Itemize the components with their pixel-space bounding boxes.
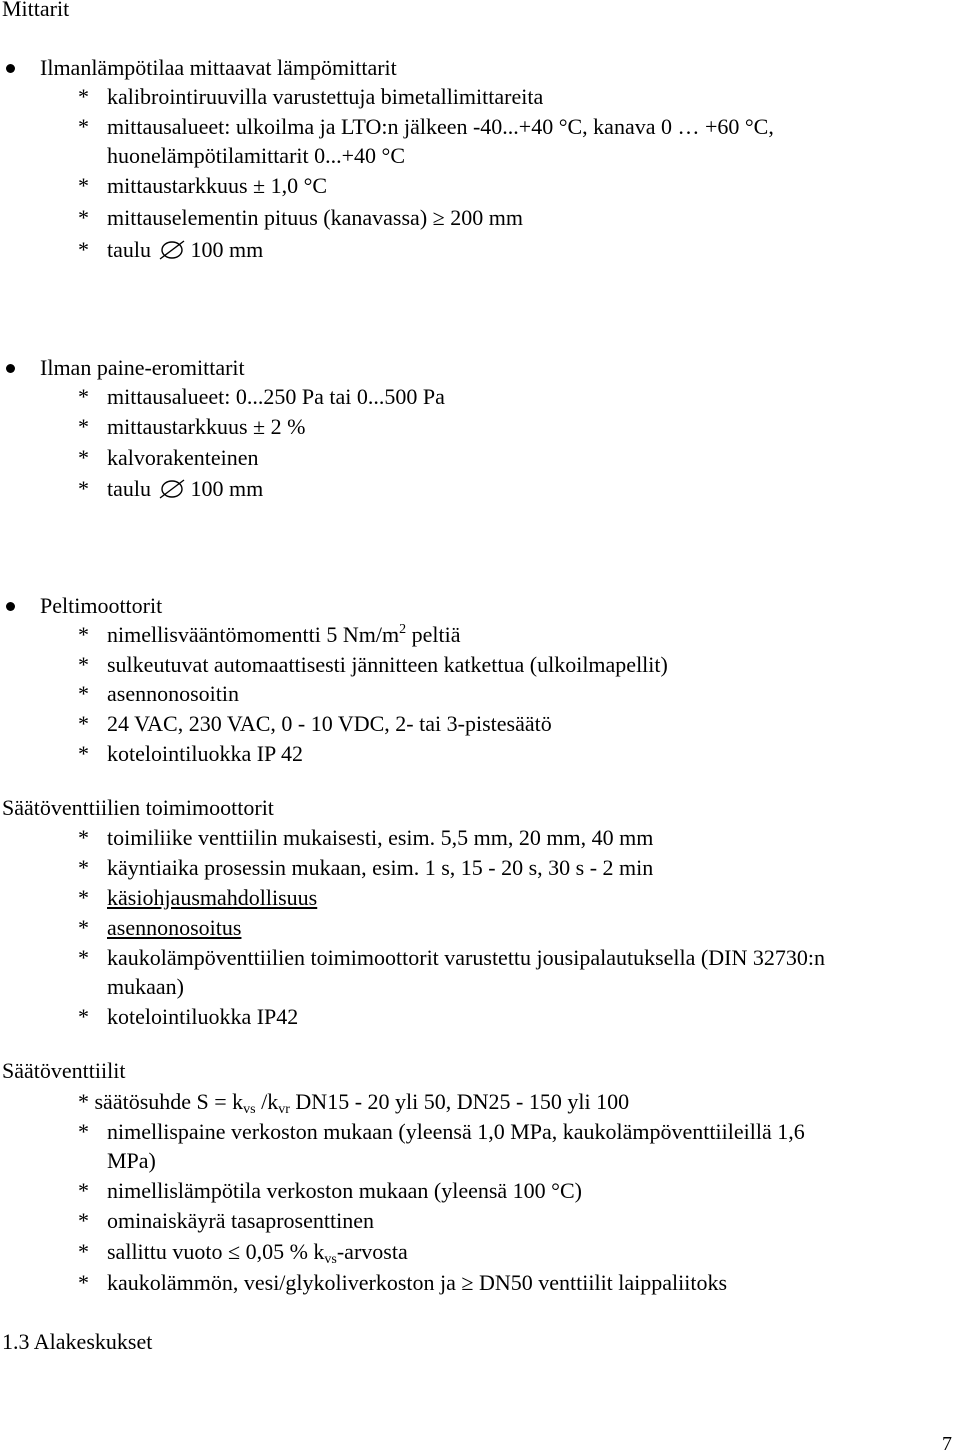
bullet-title-pressure: Ilman paine-eromittarit [40, 355, 245, 380]
section-title-control-valves: Säätöventtiilit [2, 1058, 126, 1083]
list-item: * asennonosoitin [78, 681, 239, 706]
section-title-valve-actuators: Säätöventtiilien toimimoottorit [2, 795, 274, 820]
list-item-ratio: * säätösuhde $S = k_{vs}$ $/k_{vr}$ DN15 - 20 yli 50, DN25 - 150 yli 100 [78, 1089, 630, 1117]
bullet-dot [6, 364, 15, 373]
next-section-heading: 1.3 Alakeskukset [2, 1329, 153, 1354]
list-item: * sulkeutuvat automaattisesti jännitteen katkettua (ulkoilmapellit) [78, 652, 668, 677]
bullet-dot [6, 64, 15, 73]
diameter-icon [159, 240, 185, 260]
bullet-title-thermometers: Ilmanlämpötilaa mittaavat lämpömittarit [40, 55, 397, 80]
list-item: * kalvorakenteinen [78, 445, 259, 470]
list-item-continuation: MPa) [107, 1148, 156, 1173]
bullet-title-damper-motors: Peltimoottorit [40, 593, 163, 618]
list-item: * mittausalueet: 0...250 Pa tai 0...500 Pa [78, 384, 445, 409]
list-item: * mittausalueet: ulkoilma ja LTO:n jälkeen -40...+40 °C, kanava 0 … +60 °C, [78, 114, 774, 139]
list-item: * kotelointiluokka IP42 [78, 1004, 299, 1029]
list-item: * käyntiaika prosessin mukaan, esim. 1 s, 15 - 20 s, 30 s - 2 min [78, 855, 654, 880]
list-item: * nimellispaine verkoston mukaan (yleensä 1,0 MPa, kaukolämpöventtiileillä 1,6 [78, 1119, 805, 1144]
list-item: * toimiliike venttiilin mukaisesti, esim. 5,5 mm, 20 mm, 40 mm [78, 825, 654, 850]
list-item: * kalibrointiruuvilla varustettuja bimetallimittareita [78, 84, 544, 109]
list-item: * nimellisvääntömomentti 5 $Nm/m^2$ peltiä [78, 622, 461, 647]
diameter-icon [159, 479, 185, 499]
section-heading: Mittarit [2, 0, 70, 21]
list-item: * mittaustarkkuus ± 1,0 °C [78, 173, 328, 198]
list-item-dial: * taulu 100 mm [78, 476, 264, 501]
page-number: 7 [942, 1433, 952, 1455]
list-item-leak: * sallittu vuoto ≤ 0,05 % $k_{vs}$-arvosta [78, 1239, 408, 1267]
list-item: * 24 VAC, 230 VAC, 0 - 10 VDC, 2- tai 3-pistesäätö [78, 711, 552, 736]
list-item: * ominaiskäyrä tasaprosenttinen [78, 1208, 374, 1233]
list-item: * asennonosoitus [78, 915, 242, 940]
list-item-continuation: mukaan) [107, 974, 184, 999]
bullet-dot [6, 602, 15, 611]
list-item: * kaukolämmön, vesi/glykoliverkoston ja ≥ DN50 venttiilit laippaliitoks [78, 1270, 728, 1295]
list-item: * kotelointiluokka IP 42 [78, 741, 303, 766]
list-item: * nimellislämpötila verkoston mukaan (yleensä 100 °C) [78, 1178, 582, 1203]
list-item: * käsiohjausmahdollisuus [78, 885, 318, 910]
list-item: * mittaustarkkuus ± 2 % [78, 414, 306, 439]
list-item: * mittauselementin pituus (kanavassa) ≥ 200 mm [78, 205, 523, 230]
list-item-continuation: huonelämpötilamittarit 0...+40 °C [107, 143, 405, 168]
list-item: * kaukolämpöventtiilien toimimoottorit varustettu jousipalautuksella (DIN 32730:n [78, 945, 825, 970]
list-item-dial: * taulu 100 mm [78, 237, 264, 262]
